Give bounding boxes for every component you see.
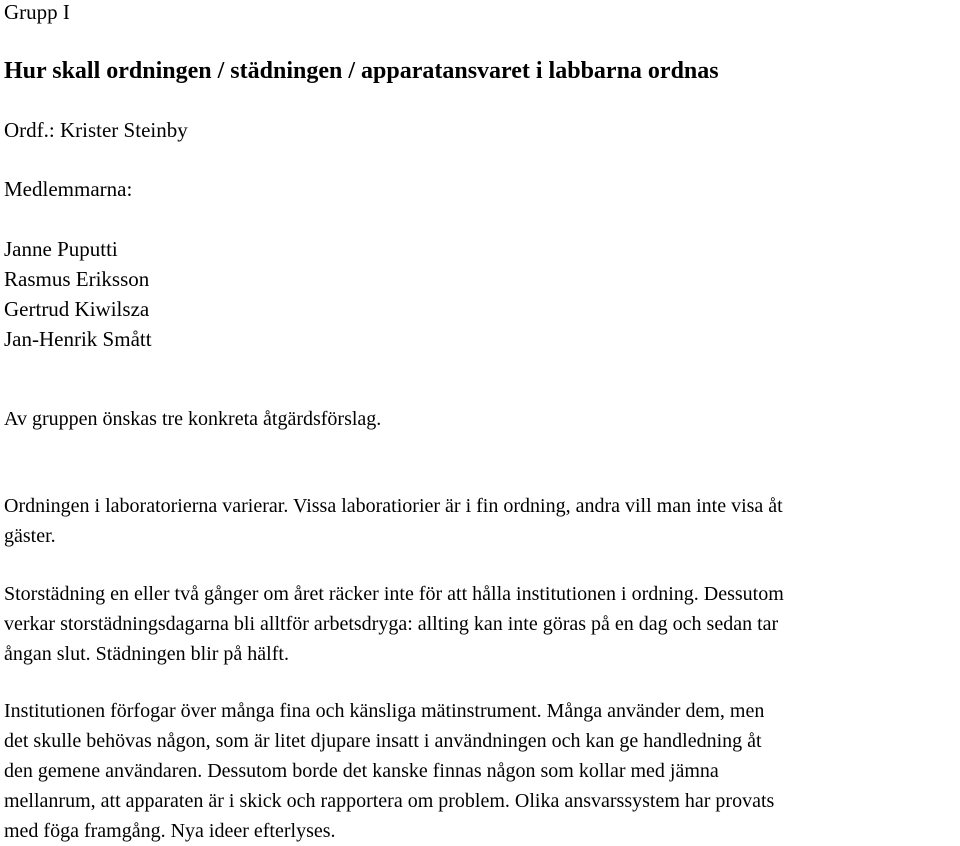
paragraph-line: Institutionen förfogar över många fina och känsliga mätinstrument. Många använder dem, men (4, 700, 765, 722)
paragraph-line: ångan slut. Städningen blir på hälft. (4, 643, 289, 665)
member-name: Gertrud Kiwilsza (4, 297, 150, 321)
paragraph-line: Av gruppen önskas tre konkreta åtgärdsförslag. (4, 408, 382, 430)
paragraph-line: mellanrum, att apparaten är i skick och rapportera om problem. Olika ansvarssystem har provats (4, 790, 775, 812)
member-name: Janne Puputti (4, 237, 118, 261)
member-name: Rasmus Eriksson (4, 267, 150, 291)
group-label: Grupp I (4, 0, 70, 24)
paragraph-line: Storstädning en eller två gånger om året räcker inte för att hålla institutionen i ordning. Dessutom (4, 583, 784, 605)
instruments-paragraph (4, 696, 960, 846)
member-name: Jan-Henrik Smått (4, 327, 152, 351)
paragraph-line: gäster. (4, 525, 56, 547)
paragraph-line: verkar storstädningsdagarna bli alltför arbetsdryga: allting kan inte göras på en dag och sedan tar (4, 613, 779, 635)
order-paragraph (4, 491, 960, 551)
intro-paragraph (4, 404, 960, 434)
paragraph-line: med föga framgång. Nya ideer efterlyses. (4, 820, 336, 842)
members-heading: Medlemmarna: (4, 177, 133, 201)
paragraph-line: det skulle behövas någon, som är litet djupare insatt i användningen och kan ge handledning åt (4, 730, 762, 752)
document-title: Hur skall ordningen / städningen / apparatansvaret i labbarna ordnas (4, 58, 719, 84)
cleaning-paragraph (4, 579, 960, 669)
chairperson: Ordf.: Krister Steinby (4, 118, 188, 142)
paragraph-line: Ordningen i laboratorierna varierar. Vissa laboratiorier är i fin ordning, andra vill man inte visa åt (4, 495, 783, 517)
paragraph-line: den gemene användaren. Dessutom borde det kanske finnas någon som kollar med jämna (4, 760, 719, 782)
members-list (4, 234, 152, 354)
